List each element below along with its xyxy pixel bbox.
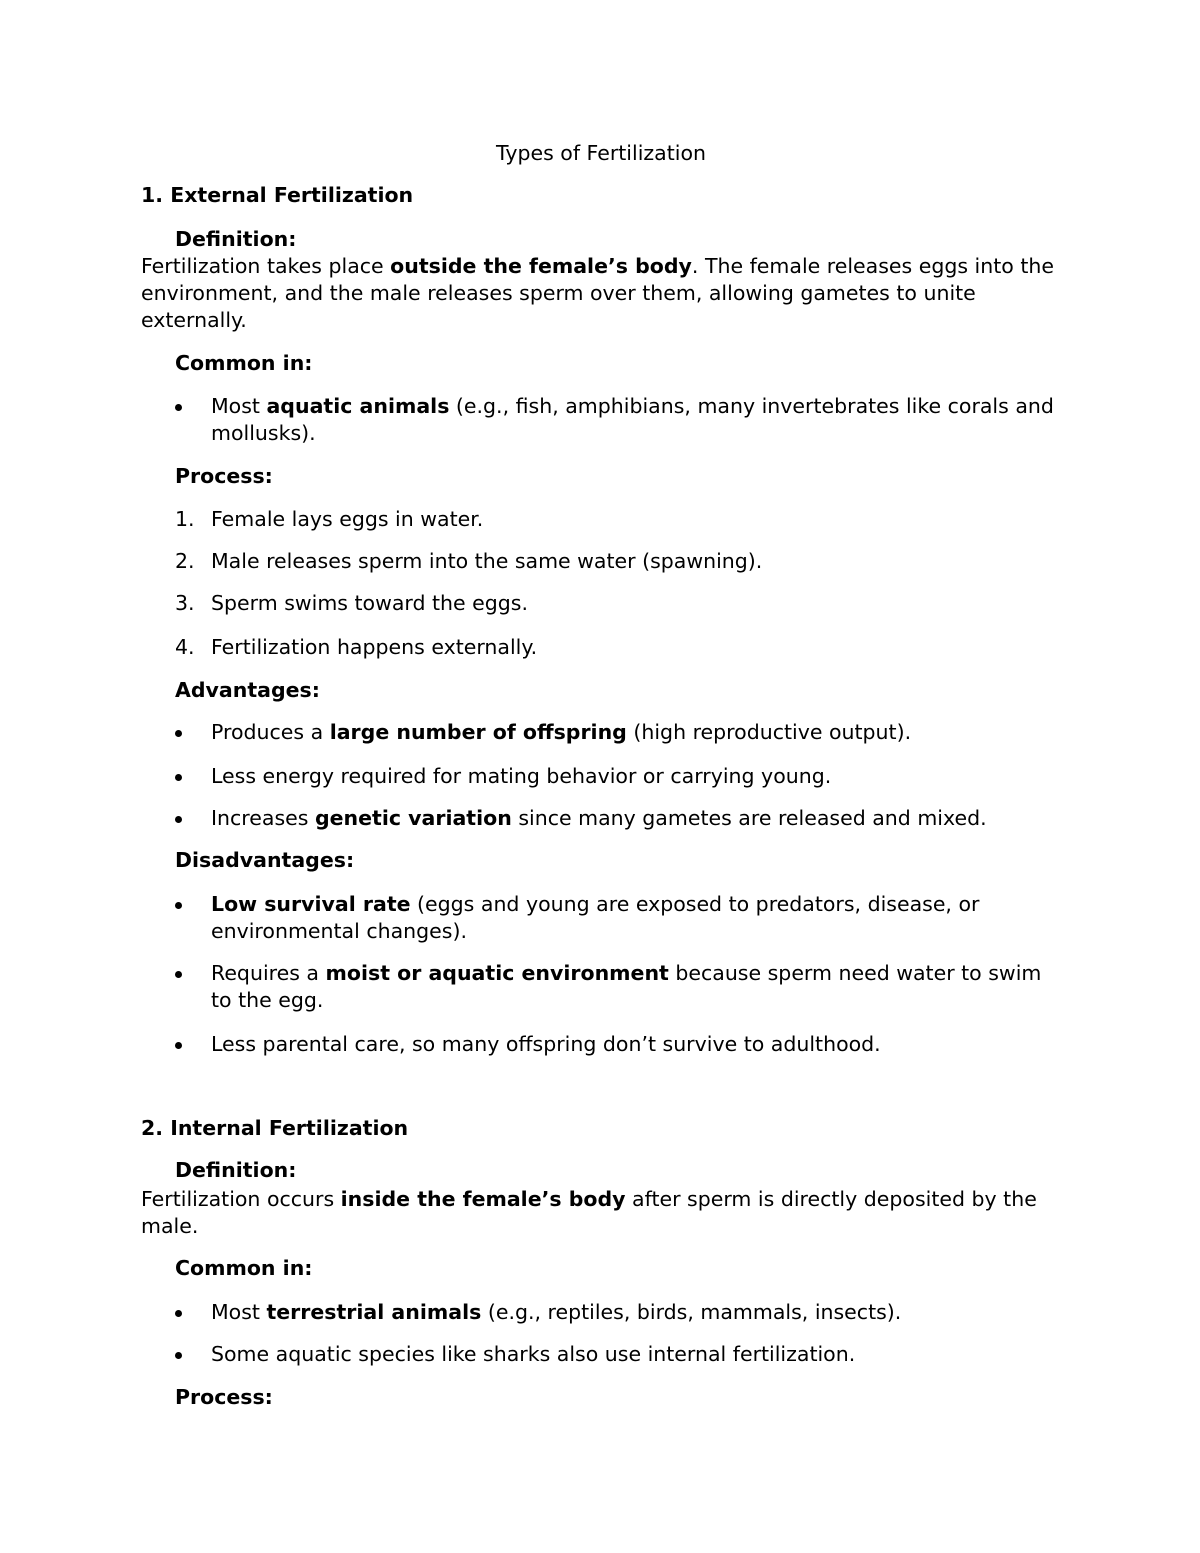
- section1-heading: 1. External Fertilization: [141, 183, 414, 207]
- section1-process-label: Process:: [175, 464, 273, 488]
- section1-definition-label: Definition:: [175, 227, 297, 251]
- bullet-icon: [175, 404, 182, 411]
- section2-process-label: Process:: [175, 1385, 273, 1409]
- bullet-icon: [175, 971, 182, 978]
- bullet-icon: [175, 902, 182, 909]
- section2-definition-text: Fertilization occurs inside the female’s body after sperm is directly deposited by the male.: [141, 1187, 1037, 1238]
- section1-advantages-label: Advantages:: [175, 678, 320, 702]
- section1-definition-text: Fertilization takes place outside the female’s body. The female releases eggs into the environment, and the male releases sperm over them, allowing gametes to unite externally.: [141, 254, 1054, 332]
- section1-common-label: Common in:: [175, 351, 313, 375]
- section2-common-label: Common in:: [175, 1256, 313, 1280]
- bullet-icon: [175, 816, 182, 823]
- section2-heading: 2. Internal Fertilization: [141, 1116, 409, 1140]
- document-title: Types of Fertilization: [496, 141, 706, 165]
- section2-definition-label: Definition:: [175, 1158, 297, 1182]
- bullet-icon: [175, 730, 182, 737]
- bullet-icon: [175, 1042, 182, 1049]
- bullet-icon: [175, 1352, 182, 1359]
- section1-disadvantages-label: Disadvantages:: [175, 848, 355, 872]
- bullet-icon: [175, 1310, 182, 1317]
- bullet-icon: [175, 774, 182, 781]
